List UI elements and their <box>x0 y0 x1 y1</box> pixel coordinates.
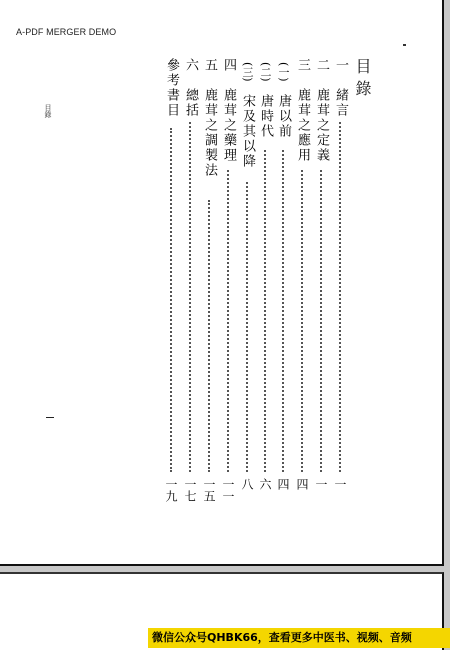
toc-entry-label: 唐以前 <box>276 94 291 139</box>
toc-entry-label: 參考書目 <box>164 58 179 118</box>
toc-leader-dots <box>339 122 343 472</box>
toc-entry-page: 一 <box>333 478 347 490</box>
toc-leader-dots <box>227 170 231 472</box>
toc-entry-label: 總括 <box>183 88 198 118</box>
ink-mark <box>403 44 406 46</box>
toc-entry-label: 唐時代 <box>258 94 273 139</box>
toc-leader-dots <box>189 122 193 472</box>
toc-entry-number: (三) <box>241 62 254 82</box>
toc-entry-page: 一九 <box>164 478 178 502</box>
toc-entry[interactable] <box>239 58 255 508</box>
toc-entry[interactable] <box>275 58 291 508</box>
watermark-text: A-PDF MERGER DEMO <box>16 27 117 37</box>
toc-entry-number: 二 <box>314 58 329 71</box>
toc-entry-number: 六 <box>183 58 198 71</box>
toc-entry[interactable] <box>201 58 217 508</box>
toc-entry-number: (二) <box>259 62 272 82</box>
toc-entry-number: 五 <box>202 58 217 71</box>
toc-entry-label: 鹿茸之調製法 <box>202 88 217 178</box>
promo-banner[interactable]: 微信公众号QHBK66，查看更多中医书、视频、音频 <box>148 628 450 648</box>
toc-entry-label: 緒言 <box>333 88 348 118</box>
toc-entry[interactable] <box>313 58 329 508</box>
toc-entry-label: 宋及其以降 <box>240 94 255 169</box>
toc-leader-dots <box>208 200 212 472</box>
toc-entry-page: 八 <box>240 478 254 490</box>
toc-entry[interactable] <box>163 58 179 508</box>
toc-entry-page: 一 <box>314 478 328 490</box>
toc-entry-number: 一 <box>333 58 348 71</box>
toc-leader-dots <box>301 170 305 472</box>
toc-leader-dots <box>264 150 268 472</box>
toc-entry-page: 四 <box>276 478 290 490</box>
toc-entry-page: 四 <box>295 478 309 490</box>
toc-entry-page: 一五 <box>202 478 216 502</box>
toc-entry-label: 鹿茸之應用 <box>295 88 310 163</box>
toc-entry-page: 一七 <box>183 478 197 502</box>
toc-leader-dots <box>320 170 324 472</box>
toc-entry[interactable] <box>332 58 348 508</box>
toc-leader-dots <box>246 182 250 472</box>
toc-entry-page: 六 <box>258 478 272 490</box>
toc-entry[interactable] <box>257 58 273 508</box>
toc-leader-dots <box>282 150 286 472</box>
toc-entry[interactable] <box>182 58 198 508</box>
page-number-mark <box>46 417 54 418</box>
toc-entry-label: 鹿茸之藥理 <box>221 88 236 163</box>
toc-title: 目錄 <box>353 58 372 102</box>
toc-entry[interactable] <box>294 58 310 508</box>
toc-entry[interactable] <box>220 58 236 508</box>
toc-entry-page: 一一 <box>221 478 235 502</box>
toc-entry-number: 三 <box>295 58 310 71</box>
toc-entry-number: 四 <box>221 58 236 71</box>
toc-entry-number: (一) <box>277 62 290 82</box>
toc-leader-dots <box>170 128 174 472</box>
toc-entry-label: 鹿茸之定義 <box>314 88 329 163</box>
running-header: 目錄 <box>44 104 52 118</box>
